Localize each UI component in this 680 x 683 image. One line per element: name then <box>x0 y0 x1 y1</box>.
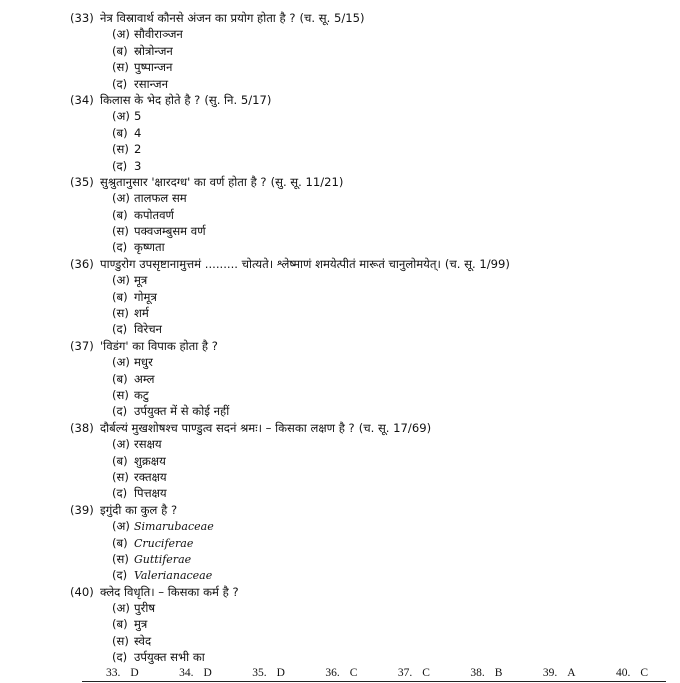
question-number: (37) <box>70 338 94 353</box>
option-label: (स) <box>112 633 129 648</box>
answer-key-number: 36. <box>325 667 340 679</box>
option-text: पक्वजम्बुसम वर्ण <box>134 224 206 239</box>
option-text: Simarubaceae <box>134 520 214 534</box>
option-label: (स) <box>112 387 129 402</box>
option-item <box>112 649 670 665</box>
option-text: उर्पयुक्त सभी का <box>134 650 205 665</box>
option-text: उर्पयुक्त में से कोई नहीं <box>134 404 230 419</box>
option-text: Guttiferae <box>134 552 192 566</box>
question-number: (33) <box>70 11 94 25</box>
answer-key-number: 35. <box>252 667 267 679</box>
question-text: नेत्र विस्रावार्थ कौनसे अंजन का प्रयोग होता है ? <box>100 11 296 25</box>
option-label: (ब) <box>112 125 128 140</box>
option-text: कृष्णता <box>134 240 165 255</box>
question-list <box>70 10 670 666</box>
question-line <box>70 502 670 518</box>
question-reference: (च. सू. 1/99) <box>444 256 510 271</box>
question-block <box>70 502 670 584</box>
option-text: पुष्पान्जन <box>134 60 173 75</box>
answer-key-number: 38. <box>470 667 485 679</box>
option-label: (ब) <box>112 371 128 386</box>
answer-key-answer: A <box>567 667 576 679</box>
option-label: (द) <box>112 240 128 255</box>
answer-key-divider <box>82 681 666 682</box>
option-item <box>112 223 670 239</box>
option-text: रसक्षय <box>134 437 162 452</box>
option-list <box>112 518 670 584</box>
option-label: (अ) <box>112 437 130 452</box>
option-item <box>112 26 670 42</box>
option-label: (अ) <box>112 355 130 370</box>
option-item <box>112 108 670 124</box>
question-line <box>70 92 670 108</box>
option-item <box>112 535 670 551</box>
option-label: (अ) <box>112 109 130 124</box>
answer-key-answer: C <box>640 667 648 679</box>
option-label: (ब) <box>112 453 128 468</box>
question-number: (39) <box>70 502 94 517</box>
option-label: (स) <box>112 306 129 321</box>
question-number: (35) <box>70 174 94 189</box>
question-block <box>70 10 670 92</box>
option-item <box>112 321 670 337</box>
option-text: Valerianaceae <box>134 569 213 583</box>
option-text: मूत्र <box>134 273 148 288</box>
option-list <box>112 108 670 174</box>
option-label: (ब) <box>112 535 128 550</box>
question-line <box>70 420 670 436</box>
question-text: दौर्बल्यं मुखशोषश्च पाण्डुत्व सदनं श्रमः। – किसका लक्षण है ? <box>100 420 355 435</box>
option-item <box>112 272 670 288</box>
option-text: स्वेद <box>134 633 152 648</box>
option-item <box>112 76 670 92</box>
option-item <box>112 354 670 370</box>
option-label: (द) <box>112 404 128 419</box>
answer-key-entry <box>616 666 648 680</box>
answer-key-entry <box>179 666 212 680</box>
option-list <box>112 190 670 256</box>
option-item <box>112 59 670 75</box>
question-line <box>70 256 670 272</box>
question-block <box>70 420 670 502</box>
option-item <box>112 371 670 387</box>
option-label: (द) <box>112 76 128 91</box>
question-text: इगुंदी का कुल है ? <box>100 502 178 517</box>
option-text: 5 <box>134 109 142 124</box>
option-label: (द) <box>112 486 128 501</box>
question-block <box>70 584 670 666</box>
answer-key-answer: C <box>422 667 430 679</box>
option-label: (स) <box>112 551 129 566</box>
answer-key-answer: C <box>349 667 358 679</box>
option-list <box>112 600 670 666</box>
answer-key-entry <box>106 666 139 680</box>
option-text: विरेचन <box>134 322 162 337</box>
option-text: रसान्जन <box>134 76 169 91</box>
option-text: 4 <box>134 125 142 140</box>
answer-key-entry <box>543 666 576 680</box>
option-list <box>112 354 670 420</box>
question-number: (36) <box>70 256 94 271</box>
option-text: तालफल सम <box>134 191 187 206</box>
question-line <box>70 338 670 354</box>
option-label: (अ) <box>112 273 130 288</box>
option-label: (ब) <box>112 43 128 58</box>
option-text: पित्तक्षय <box>134 486 167 501</box>
option-label: (द) <box>112 650 128 665</box>
question-line <box>70 10 670 26</box>
option-item <box>112 305 670 321</box>
option-label: (अ) <box>112 601 130 616</box>
question-number: (40) <box>70 584 94 599</box>
question-reference: (च. सू. 17/69) <box>358 420 432 435</box>
option-item <box>112 633 670 649</box>
option-item <box>112 600 670 616</box>
option-item <box>112 485 670 501</box>
option-text: सौवीराञ्जन <box>134 27 183 42</box>
option-list <box>112 436 670 502</box>
option-item <box>112 141 670 157</box>
answer-key-answer: D <box>203 667 212 679</box>
question-reference: (सु. सू. 11/21) <box>270 174 344 189</box>
option-label: (द) <box>112 568 128 583</box>
option-item <box>112 43 670 59</box>
option-item <box>112 158 670 174</box>
option-item <box>112 403 670 419</box>
answer-key-number: 37. <box>397 667 413 679</box>
answer-key <box>82 666 666 680</box>
option-item <box>112 207 670 223</box>
question-block <box>70 256 670 338</box>
question-text: क्लेद विधृति। – किसका कर्म है ? <box>100 584 239 599</box>
answer-key-number: 40. <box>615 667 631 679</box>
option-label: (स) <box>112 224 129 239</box>
question-line <box>70 584 670 600</box>
option-list <box>112 272 670 338</box>
option-item <box>112 518 670 534</box>
answer-key-entry <box>398 666 430 680</box>
answer-key-entry <box>252 666 285 680</box>
answer-key-answer: D <box>130 667 139 679</box>
option-text: अम्ल <box>134 371 155 386</box>
option-text: कपोतवर्ण <box>134 207 174 222</box>
question-reference: (च. सू. 5/15) <box>299 11 365 25</box>
answer-key-answer: B <box>494 667 503 679</box>
question-block <box>70 338 670 420</box>
option-item <box>112 616 670 632</box>
answer-key-entry <box>470 666 502 680</box>
question-block <box>70 92 670 174</box>
answer-key-entry <box>325 666 357 680</box>
option-text: पुरीष <box>134 601 156 616</box>
option-item <box>112 567 670 583</box>
option-label: (द) <box>112 322 128 337</box>
option-label: (अ) <box>112 519 130 534</box>
option-list <box>112 26 670 92</box>
option-label: (अ) <box>112 27 130 42</box>
option-label: (अ) <box>112 191 130 206</box>
option-text: मुत्र <box>134 617 148 632</box>
option-text: कटु <box>134 387 149 402</box>
answer-key-number: 39. <box>542 667 558 679</box>
option-item <box>112 387 670 403</box>
option-text: स्रोत्रोन्जन <box>134 43 173 58</box>
question-text: 'विडंग' का विपाक होता है ? <box>100 338 218 353</box>
option-label: (ब) <box>112 617 128 632</box>
option-item <box>112 453 670 469</box>
question-reference: (सु. नि. 5/17) <box>204 92 272 107</box>
question-text: पाण्डुरोग उपसृष्टानामुत्तमं ......... चोत्यते। श्लेष्माणं शमयेत्पीतं मारूतं चानुलोमयेत्। <box>100 256 441 271</box>
option-item <box>112 289 670 305</box>
option-text: Cruciferae <box>134 536 194 550</box>
option-text: मधुर <box>134 355 153 370</box>
option-item <box>112 190 670 206</box>
option-label: (ब) <box>112 289 128 304</box>
option-text: गोमूत्र <box>134 289 157 304</box>
question-text: किलास के भेद होते है ? <box>100 92 201 107</box>
answer-key-number: 33. <box>106 667 121 679</box>
question-block <box>70 174 670 256</box>
option-item <box>112 239 670 255</box>
option-label: (स) <box>112 60 129 75</box>
option-text: शर्म <box>134 306 149 321</box>
option-text: 2 <box>134 142 142 157</box>
option-label: (ब) <box>112 207 128 222</box>
option-text: 3 <box>134 158 142 173</box>
option-item <box>112 469 670 485</box>
option-label: (स) <box>112 469 129 484</box>
question-number: (34) <box>70 92 94 107</box>
option-label: (द) <box>112 158 128 173</box>
option-item <box>112 551 670 567</box>
option-text: रक्तक्षय <box>134 469 167 484</box>
option-label: (स) <box>112 142 129 157</box>
question-text: सुश्रुतानुसार 'क्षारदग्ध' का वर्ण होता है ? <box>100 174 267 189</box>
question-number: (38) <box>70 420 94 435</box>
option-text: शुक्रक्षय <box>134 453 166 468</box>
answer-key-answer: D <box>276 667 285 679</box>
question-line <box>70 174 670 190</box>
answer-key-number: 34. <box>179 667 194 679</box>
option-item <box>112 436 670 452</box>
option-item <box>112 125 670 141</box>
